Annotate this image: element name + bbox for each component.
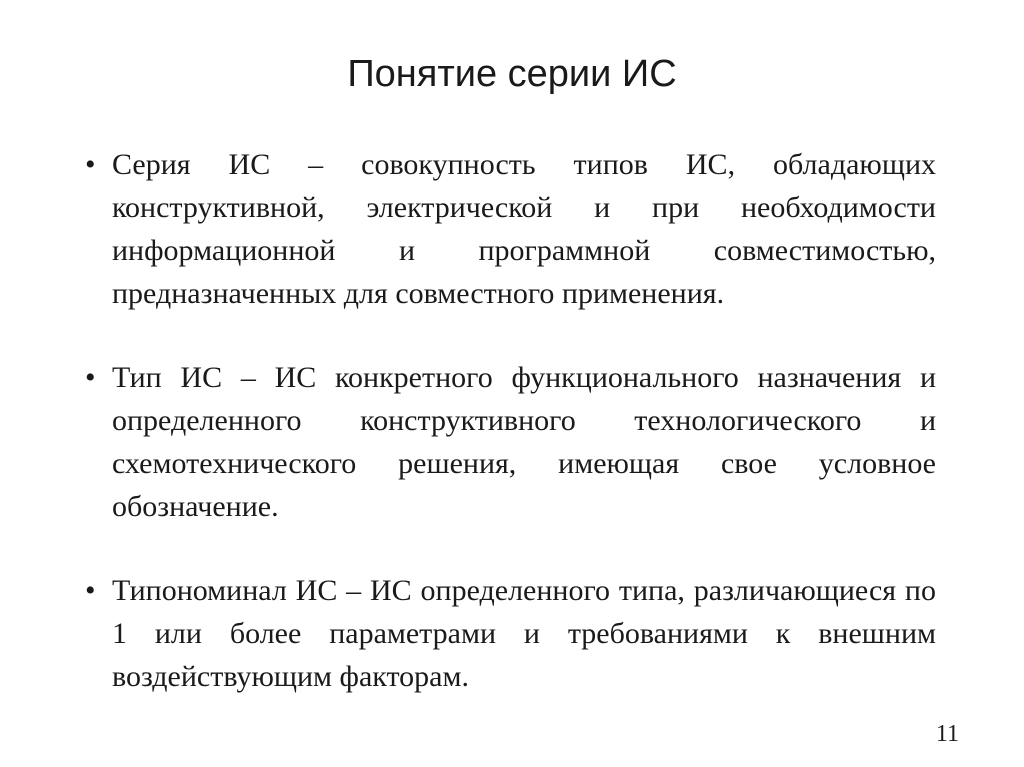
bullet-marker: • xyxy=(85,361,96,394)
bullet-marker: • xyxy=(85,574,96,607)
bullet-item-type xyxy=(85,356,936,528)
page-number: 11 xyxy=(935,721,959,747)
bullet-item-typenominal xyxy=(85,569,936,698)
bullet-list xyxy=(85,143,936,698)
bullet-text: Серия ИС – совокупность типов ИС, обладающих конструктивной, электрической и при необходимости информационной и программной совместимостью, предназначенных для совместного применения. xyxy=(112,148,936,310)
bullet-item-series xyxy=(85,143,936,315)
bullet-text: Типономинал ИС – ИС определенного типа, различающиеся по 1 или более параметрами и требованиями к внешним воздействующим факторам. xyxy=(112,574,936,693)
bullet-marker: • xyxy=(85,148,96,181)
bullet-text: Тип ИС – ИС конкретного функционального назначения и определенного конструктивного технологического и схемотехнического решения, имеющая свое условное обозначение. xyxy=(112,361,936,523)
slide-title: Понятие серии ИС xyxy=(347,53,677,95)
